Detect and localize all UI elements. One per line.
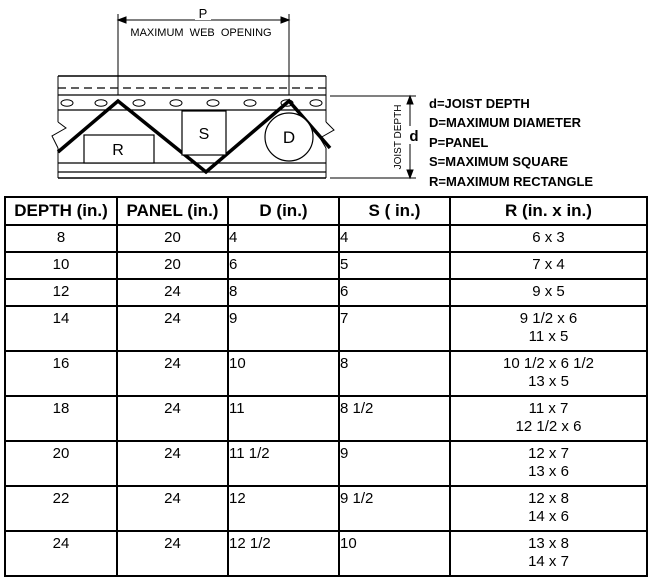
cell-diameter: 10 xyxy=(228,351,339,396)
cell-rectangle xyxy=(450,486,647,531)
header-diameter: D (in.) xyxy=(228,197,339,225)
cell-square: 10 xyxy=(339,531,450,576)
rectangle-value: 13 x 8 xyxy=(528,535,569,552)
rectangle-value: 10 1/2 x 6 1/2 xyxy=(503,355,594,372)
cell-square: 9 1/2 xyxy=(339,486,450,531)
cell-depth: 14 xyxy=(5,306,117,351)
legend-item: d=JOIST DEPTH xyxy=(429,96,530,111)
cell-rectangle xyxy=(450,252,647,279)
cell-depth: 20 xyxy=(5,441,117,486)
cell-square: 6 xyxy=(339,279,450,306)
rectangle-value: 12 x 7 xyxy=(528,445,569,462)
r-label: R xyxy=(112,142,124,159)
web-opening-table xyxy=(4,196,648,577)
cell-depth: 24 xyxy=(5,531,117,576)
cell-panel: 24 xyxy=(117,441,228,486)
cell-depth: 10 xyxy=(5,252,117,279)
rectangle-value: 9 1/2 x 6 xyxy=(519,310,578,327)
cell-panel: 24 xyxy=(117,279,228,306)
cell-panel: 24 xyxy=(117,351,228,396)
rectangle-value: 11 x 5 xyxy=(528,328,569,345)
cell-square: 5 xyxy=(339,252,450,279)
cell-diameter: 6 xyxy=(228,252,339,279)
table-row xyxy=(5,306,647,351)
table-row xyxy=(5,441,647,486)
rectangle-value: 13 x 6 xyxy=(528,463,569,480)
d-label: D xyxy=(282,128,296,147)
p-label: P xyxy=(198,6,208,21)
table-row xyxy=(5,225,647,252)
cell-diameter: 12 1/2 xyxy=(228,531,339,576)
table-row xyxy=(5,279,647,306)
depth-symbol: d xyxy=(409,128,419,145)
cell-depth: 16 xyxy=(5,351,117,396)
rectangle-value: 14 x 6 xyxy=(528,508,569,525)
table-row xyxy=(5,252,647,279)
cell-panel: 24 xyxy=(117,306,228,351)
cell-diameter: 11 xyxy=(228,396,339,441)
cell-rectangle xyxy=(450,396,647,441)
cell-panel: 24 xyxy=(117,531,228,576)
cell-rectangle xyxy=(450,279,647,306)
table-row xyxy=(5,486,647,531)
cell-panel: 20 xyxy=(117,252,228,279)
cell-square: 4 xyxy=(339,225,450,252)
cell-depth: 22 xyxy=(5,486,117,531)
legend xyxy=(429,94,593,191)
header-depth: DEPTH (in.) xyxy=(5,197,117,225)
rectangle-value: 9 x 5 xyxy=(532,283,565,300)
cell-panel: 24 xyxy=(117,486,228,531)
rectangle-value: 7 x 4 xyxy=(532,256,565,273)
web-opening-label: MAXIMUM WEB OPENING xyxy=(130,27,272,39)
table-row xyxy=(5,531,647,576)
legend-item: D=MAXIMUM DIAMETER xyxy=(429,115,582,131)
table-row xyxy=(5,351,647,396)
rectangle-value: 12 x 8 xyxy=(528,490,569,507)
table-header-row xyxy=(5,197,647,225)
cell-panel: 24 xyxy=(117,396,228,441)
cell-depth: 18 xyxy=(5,396,117,441)
cell-diameter: 12 xyxy=(228,486,339,531)
rectangle-value: 12 1/2 x 6 xyxy=(515,418,582,435)
legend-item: S=MAXIMUM SQUARE xyxy=(429,154,569,170)
cell-rectangle xyxy=(450,441,647,486)
cell-square: 7 xyxy=(339,306,450,351)
cell-diameter: 4 xyxy=(228,225,339,252)
rectangle-value: 6 x 3 xyxy=(532,229,565,246)
legend-item: P=PANEL xyxy=(429,134,489,150)
table-row xyxy=(5,396,647,441)
rectangle-value: 11 x 7 xyxy=(528,400,569,417)
cell-depth: 12 xyxy=(5,279,117,306)
cell-diameter: 8 xyxy=(228,279,339,306)
cell-square: 8 xyxy=(339,351,450,396)
rectangle-value: 14 x 7 xyxy=(528,553,569,570)
cell-rectangle xyxy=(450,225,647,252)
cell-panel: 20 xyxy=(117,225,228,252)
cell-rectangle xyxy=(450,351,647,396)
header-square: S ( in.) xyxy=(339,197,450,225)
rectangle-value: 13 x 5 xyxy=(528,373,569,390)
joist-depth-label: JOIST DEPTH xyxy=(393,104,404,170)
cell-rectangle xyxy=(450,306,647,351)
cell-square: 9 xyxy=(339,441,450,486)
cell-rectangle xyxy=(450,531,647,576)
legend-item: R=MAXIMUM RECTANGLE xyxy=(429,173,594,189)
s-label: S xyxy=(198,126,210,143)
cell-diameter: 9 xyxy=(228,306,339,351)
header-rectangle: R (in. x in.) xyxy=(450,197,647,225)
header-panel: PANEL (in.) xyxy=(117,197,228,225)
cell-diameter: 11 1/2 xyxy=(228,441,339,486)
cell-square: 8 1/2 xyxy=(339,396,450,441)
cell-depth: 8 xyxy=(5,225,117,252)
